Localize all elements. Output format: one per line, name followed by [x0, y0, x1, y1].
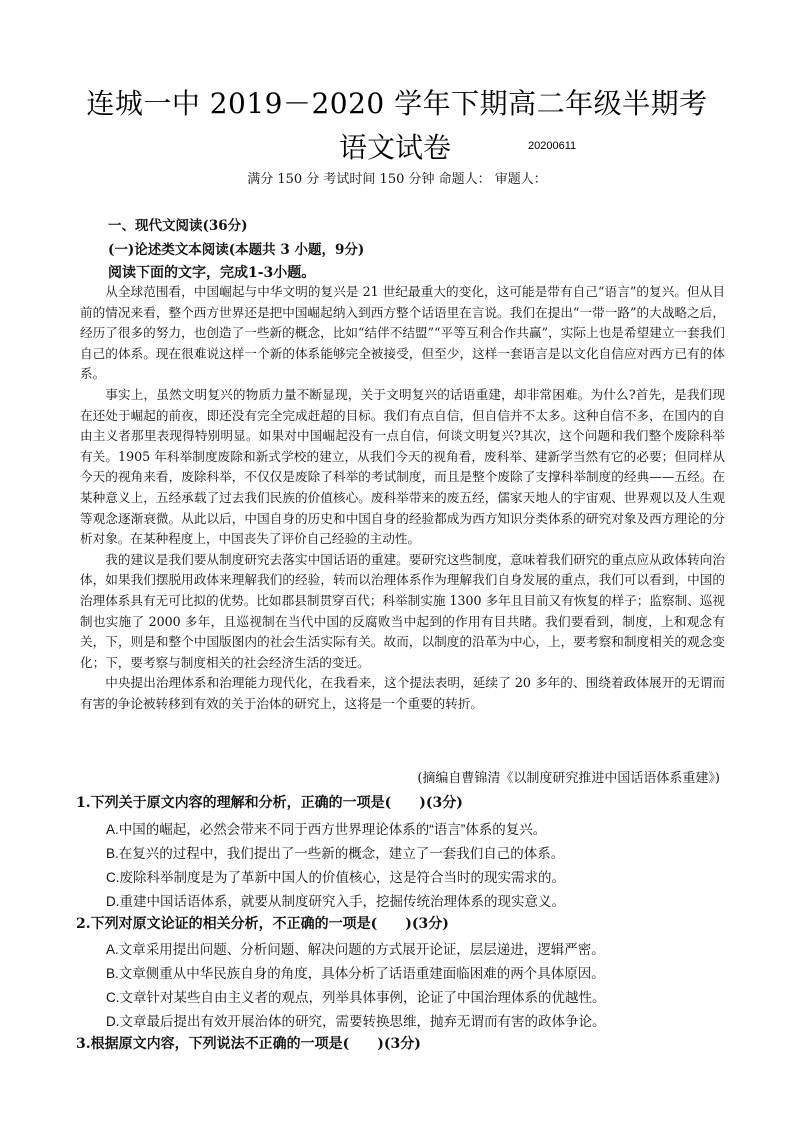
- exam-title: 连城一中 2019－2020 学年下期高二年级半期考: [86, 87, 708, 120]
- question-option: B.文章侧重从中华民族自身的角度，具体分析了话语重建面临困难的两个具体原因。: [106, 966, 605, 981]
- reading-passage: [80, 282, 725, 714]
- question-stem: 3.根据原文内容，下列说法不正确的一项是( )(3分): [76, 1036, 421, 1052]
- section-heading: 一、现代文阅读(36分): [108, 218, 248, 234]
- question-option: D.重建中国话语体系，就要从制度研究入手，挖掘传统治理体系的现实意义。: [106, 894, 565, 909]
- question-stem: 2.下列对原文论证的相关分析，不正确的一项是( )(3分): [76, 916, 449, 932]
- question-stem: 1.下列关于原文内容的理解和分析，正确的一项是( )(3分): [76, 795, 463, 811]
- reading-instruction: 阅读下面的文字，完成1-3小题。: [108, 265, 316, 281]
- passage-paragraph: 从全球范围看，中国崛起与中华文明的复兴是 21 世纪最重大的变化，这可能是带有自己“语言”的复兴。但从目前的情况来看，整个西方世界还是把中国崛起纳入到西方整个话语里在言说。我们在提出“一带一路”的大战略之后，经历了很多的努力，也创造了一些新的概念，比如“结伴不结盟”“平等互利合作共赢”，实际上也是希望建立一套我们自己的体系。现在很难说这样一个新的体系能够完全被接受，但至少，这样一套语言是以文化自信应对西方已有的体系。: [80, 284, 725, 382]
- exam-date: 20200611: [528, 140, 577, 152]
- question-option: D.文章最后提出有效开展治体的研究，需要转换思维，抛弃无谓而有害的政体争论。: [106, 1014, 606, 1029]
- passage-paragraph: 事实上，虽然文明复兴的物质力量不断显现，关于文明复兴的话语重建，却非常困难。为什么?首先，是我们现在还处于崛起的前夜，即还没有完全完成赶超的目标。我们有点自信，但自信并不太多。这种自信不多，在国内的自由主义者那里表现得特别明显。如果对中国崛起没有一点自信，何谈文明复兴?其次，这个问题和我们整个废除科举有关。1905 年科举制度废除和新式学校的建立，从我们今天的视角看，废科举、建新学当然有它的必要；但同样从今天的视角来看，废除科举，不仅仅是废除了科举的考试制度，而且是整个废除了支撑科举制度的经典——五经。在某种意义上，五经承载了过去我们民族的价值核心。废科举带来的废五经，儒家天地人的宇宙观、世界观以及人生观等观念逐渐衰微。从此以后，中国自身的历史和中国自身的经验都成为西方知识分类体系的研究对象及西方理论的分析对象。在某种程度上，中国丧失了评价自己经验的主动性。: [80, 386, 725, 547]
- passage-paragraph: 我的建议是我们要从制度研究去落实中国话语的重建。要研究这些制度，意味着我们研究的重点应从政体转向治体，如果我们摆脱用政体来理解我们的经验，转而以治理体系作为理解我们自身发展的重点，我们可以看到，中国的治理体系具有无可比拟的优势。比如郡县制贯穿百代；科举制实施 1300 多年且目前又有恢复的样子；监察制、巡视制也实施了 2000 多年，且巡视制在当代中国的反腐败当中起到的作用有目共睹。我们要看到，制度，上和观念有关，下，则是和整个中国版图内的社会生活实际有关。故而，以制度的沿革为中心，上，要考察和制度相关的观念变化；下，要考察与制度相关的社会经济生活的变迁。: [80, 551, 725, 670]
- exam-meta: 满分 150 分 考试时间 150 分钟 命题人： 审题人：: [247, 172, 547, 187]
- exam-subtitle-row: [0, 126, 794, 166]
- question-option: C.文章针对某些自由主义者的观点，列举具体事例，论证了中国治理体系的优越性。: [106, 990, 606, 1005]
- passage-source: (摘编自曹锦清《以制度研究推进中国话语体系重建》): [417, 771, 720, 786]
- question-option: B.在复兴的过程中，我们提出了一些新的概念，建立了一套我们自己的体系。: [106, 846, 565, 861]
- question-option: A.文章采用提出问题、分析问题、解决问题的方式展开论证，层层递进，逻辑严密。: [106, 942, 605, 957]
- question-option: A.中国的崛起，必然会带来不同于西方世界理论体系的“语言”体系的复兴。: [106, 822, 547, 837]
- section-subheading: (一)论述类文本阅读(本题共 3 小题，9分): [108, 242, 365, 258]
- question-option: C.废除科举制度是为了革新中国人的价值核心，这是符合当时的现实需求的。: [106, 870, 565, 885]
- exam-subject: 语文试卷: [338, 131, 451, 164]
- passage-paragraph: 中央提出治理体系和治理能力现代化，在我看来，这个提法表明，延续了 20 多年的、围绕着政体展开的无谓而有害的争论被转移到有效的关于治体的研究上，这将是一个重要的转折。: [80, 675, 725, 711]
